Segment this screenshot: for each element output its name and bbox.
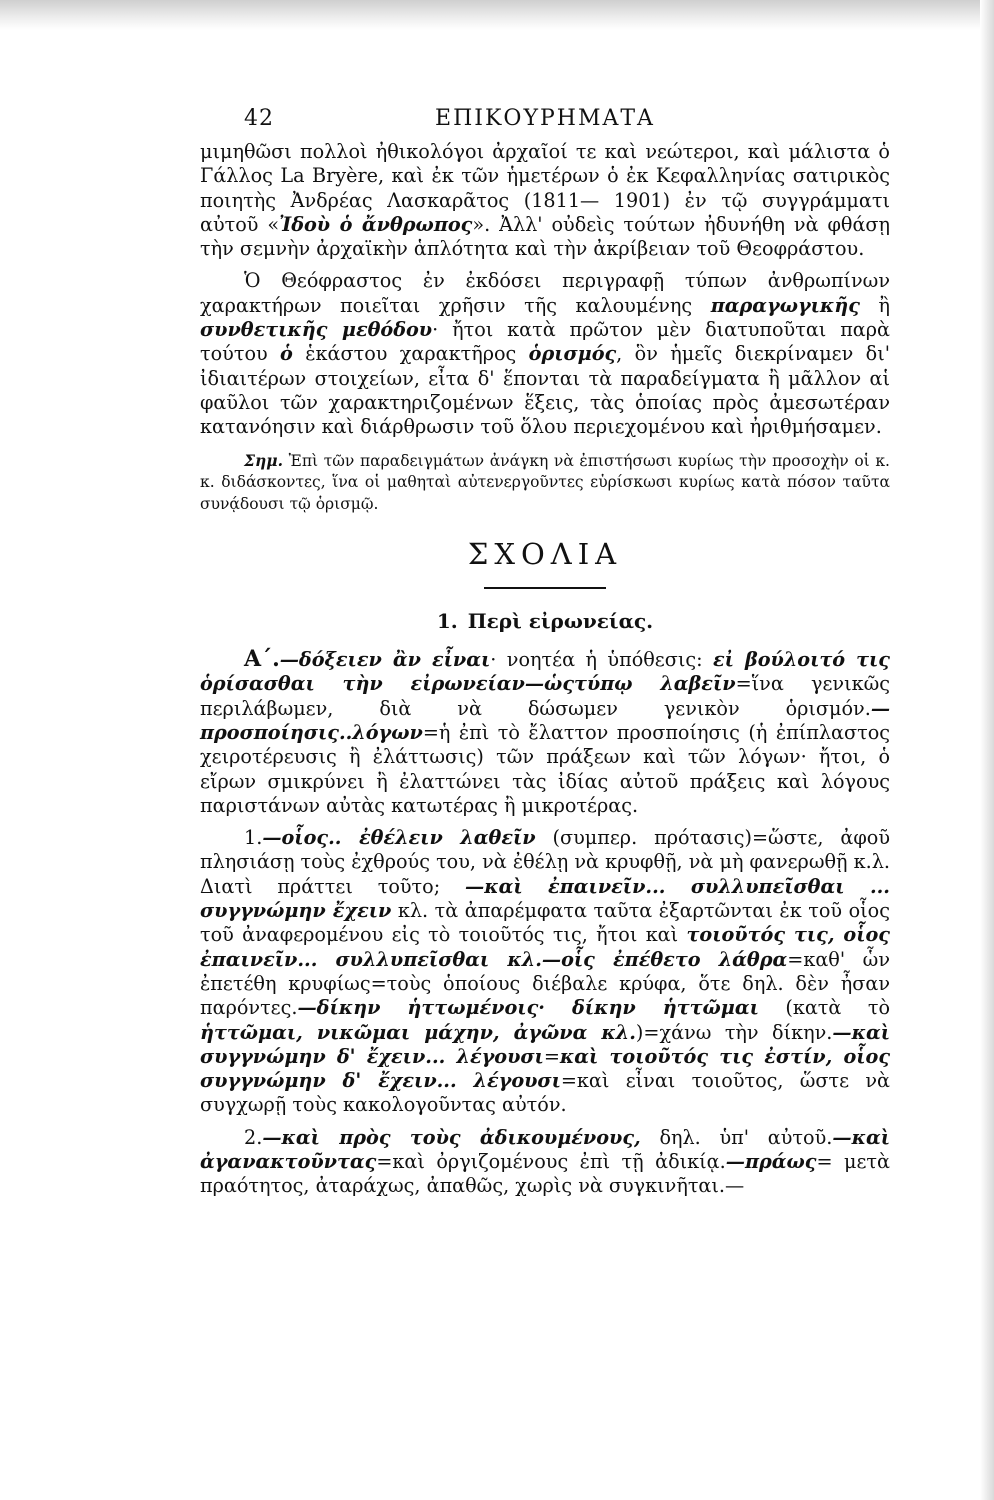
note bbox=[200, 450, 890, 516]
paragraph-1 bbox=[200, 140, 890, 261]
subheading-title: Περὶ εἰρωνείας. bbox=[467, 609, 654, 634]
s2-bold-1: —καὶ πρὸς τοὺς ἀδικουμένους, bbox=[262, 1125, 641, 1149]
s1-bold-7: καὶ τοιοῦτός τις ἐστίν, οἷος συγγνώμην δ' ἔχειν... λέγουσι bbox=[200, 1044, 891, 1093]
s1-number: 1. bbox=[244, 826, 263, 850]
note-label: Σημ. bbox=[244, 450, 283, 470]
p2-bold-1: παραγωγικῆς bbox=[710, 293, 860, 317]
p2-bold-2: συνθετικῆς μεθόδου bbox=[200, 318, 433, 342]
page-number: 42 bbox=[244, 106, 274, 131]
p2a: Ὁ Θεόφραστος ἐν ἐκδόσει περιγραφῇ τύπων ἀνθρωπίνων χαρακτήρων ποιεῖται χρῆσιν τῆς καλουμένης bbox=[200, 269, 890, 317]
p2d: ἑκάστου χαρακτῆρος bbox=[292, 342, 529, 366]
scholion-1 bbox=[200, 826, 890, 1118]
s1-text-2: κλ. τὰ ἀπαρέμφατα ταῦτα ἐξαρτῶνται ἐκ τοῦ οἷος τοῦ ἀναφερομένου εἰς τὸ τοιοῦτός τις, ἤτοι καὶ bbox=[200, 899, 890, 947]
scan-right-edge bbox=[980, 0, 994, 1500]
subheading-number: 1. bbox=[436, 609, 458, 634]
s1-text-4: (κατὰ τὸ bbox=[758, 996, 890, 1020]
s1-text-3: =καθ' ὧν ἐπετέθη κρυφίως=τοὺς ὁποίους διέβαλε κρύφα, ὅτε δηλ. δὲν ἦσαν παρόντες. bbox=[200, 947, 890, 1020]
s1-bold-4: —δίκην ἡττωμένοις· δίκην ἡττῶμαι bbox=[297, 996, 759, 1020]
scan-edge bbox=[0, 0, 994, 30]
running-title: ΕΠΙΚΟΥΡΗΜΑΤΑ bbox=[435, 106, 655, 131]
p1-end: ». Ἀλλ' οὐδεὶς τούτων ἠδυνήθη νὰ φθάσῃ τὴν σεμνὴν ἀρχαϊκὴν ἁπλότητα καὶ τὴν ἀκρίβειαν τοῦ Θεοφράστου. bbox=[200, 212, 890, 261]
section-title: ΣΧΟΛΙΑ bbox=[467, 537, 623, 572]
subheading bbox=[200, 609, 890, 633]
p2c: · ἤτοι κατὰ πρῶτον μὲν διατυποῦται παρὰ τούτου bbox=[200, 318, 890, 366]
s1-text-7: =καὶ εἶναι τοιοῦτος, ὥστε νὰ συγχωρῇ τοὺς κακολογοῦντας αὐτόν. bbox=[200, 1069, 890, 1117]
s1-bold-5: ἡττῶμαι, νικῶμαι μάχην, ἀγῶνα κλ. bbox=[200, 1020, 636, 1044]
s2-text-1: δηλ. ὑπ' αὐτοῦ. bbox=[640, 1125, 833, 1149]
a-bold-3: —ὡςτύπῳ λαβεῖν bbox=[524, 672, 736, 696]
a-text-3: =ἡ ἐπὶ τὸ ἔλαττον προσποίησις (ἡ ἐπίπλαστος χειροτέρευσις ἢ ἐλάττωσις) τῶν πράξεων καὶ τῶν λόγων· ἤτοι, ὁ εἴρων σμικρύνει ἢ ἐλαττώνει τὰς ἰδίας αὐτοῦ πράξεις καὶ λόγους παριστάνων αὐτὰς κατωτέρας ἢ μικροτέρας. bbox=[200, 720, 890, 817]
book-page bbox=[200, 100, 890, 1199]
p1-text: μιμηθῶσι πολλοὶ ἠθικολόγοι ἀρχαῖοί τε καὶ νεώτεροι, καὶ μάλιστα ὁ Γάλλος La Bryère, καὶ ἐκ τῶν ἡμετέρων ὁ ἐκ Κεφαλληνίας σατιρικὸς ποιητὴς Ἀνδρέας Λασκαρᾶτος (1811— 1901) ἐν τῷ συγγράμματι αὐτοῦ « bbox=[200, 140, 890, 236]
running-head bbox=[200, 100, 890, 140]
s1-text-1: (συμπερ. πρότασις)=ὥστε, ἀφοῦ πλησιάσῃ τοὺς ἐχθρούς του, νὰ ἐθέλῃ νὰ κρυφθῇ, νὰ μὴ φανερωθῇ κ.λ. Διατὶ πράττει τοῦτο; bbox=[200, 826, 891, 898]
s2-text-2: =καὶ ὀργιζομένους ἐπὶ τῇ ἀδικίᾳ. bbox=[376, 1150, 726, 1173]
p2b: ἢ bbox=[859, 293, 890, 317]
p2-bold-3: ὁ bbox=[280, 342, 293, 366]
s1-bold-6: —καὶ συγγνώμην δ' ἔχειν... λέγουσι bbox=[200, 1020, 890, 1068]
p1-bold: Ἰδοὺ ὁ ἄνθρωπος bbox=[279, 212, 473, 236]
s2-bold-2: —καὶ ἀγανακτοῦντας bbox=[200, 1125, 890, 1173]
a-text-2: =ἵνα γενικῶς περιλάβωμεν, διὰ νὰ δώσωμεν γενικὸν ὁρισμόν. bbox=[200, 672, 890, 720]
a-text-1: · νοητέα ἡ ὑπόθεσις: bbox=[490, 648, 714, 672]
paragraph-2 bbox=[200, 269, 890, 439]
a-bold-4: —προσποίησις..λόγων bbox=[200, 696, 890, 744]
s1-text-6: = bbox=[543, 1044, 560, 1068]
s2-text-3: = μετὰ πραότητος, ἀταράχως, ἀπαθῶς, χωρὶς νὰ συγκινῆται.— bbox=[200, 1150, 890, 1198]
scholion-a bbox=[200, 647, 890, 818]
s1-text-5: )=χάνω τὴν δίκην. bbox=[635, 1020, 833, 1044]
p2e: , ὃν ἡμεῖς διεκρίναμεν δι' ἰδιαιτέρων στοιχείων, εἶτα δ' ἕπονται τὰ παραδείγματα ἢ μᾶλλον αἱ φαῦλοι τῶν χαρακτηριζομένων ἕξεις, τὰς ὁποίας πρὸς ἀμεσωτέραν κατανόησιν καὶ διάρθρωσιν τοῦ ὅλου περιεχομένου καὶ ἠριθμήσαμεν. bbox=[200, 342, 891, 439]
s1-bold-1: —οἷος.. ἐθέλειν λαθεῖν bbox=[262, 826, 536, 850]
p2-bold-4: ὁρισμός bbox=[528, 342, 617, 366]
s1-bold-3: τοιοῦτός τις, οἷος ἐπαινεῖν... συλλυπεῖσθαι κλ.—οἷς ἐπέθετο λάθρα bbox=[200, 923, 890, 971]
s1-bold-2: —καὶ ἐπαινεῖν... συλλυπεῖσθαι ... συγγνώμην ἔχειν bbox=[200, 874, 890, 923]
section-rule bbox=[484, 587, 606, 589]
scholion-2 bbox=[200, 1126, 890, 1199]
a-bold-1: —δόξειεν ἂν εἶναι bbox=[279, 648, 491, 672]
scholion-a-lead: Α΄. bbox=[244, 646, 280, 673]
s2-bold-3: —πράως bbox=[725, 1150, 817, 1173]
a-bold-2: εἰ βούλοιτό τις ὁρίσασθαι τὴν εἰρωνείαν bbox=[200, 648, 890, 696]
s2-number: 2. bbox=[244, 1125, 263, 1149]
note-text: Ἐπὶ τῶν παραδειγμάτων ἀνάγκη νὰ ἐπιστήσωσι κυρίως τὴν προσοχὴν οἱ κ. κ. διδάσκοντες, ἵνα οἱ μαθηταὶ αὐτενεργοῦντες εὑρίσκωσι κυρίως κατὰ πόσον ταῦτα συνᾴδουσι τῷ ὁρισμῷ. bbox=[200, 451, 890, 513]
